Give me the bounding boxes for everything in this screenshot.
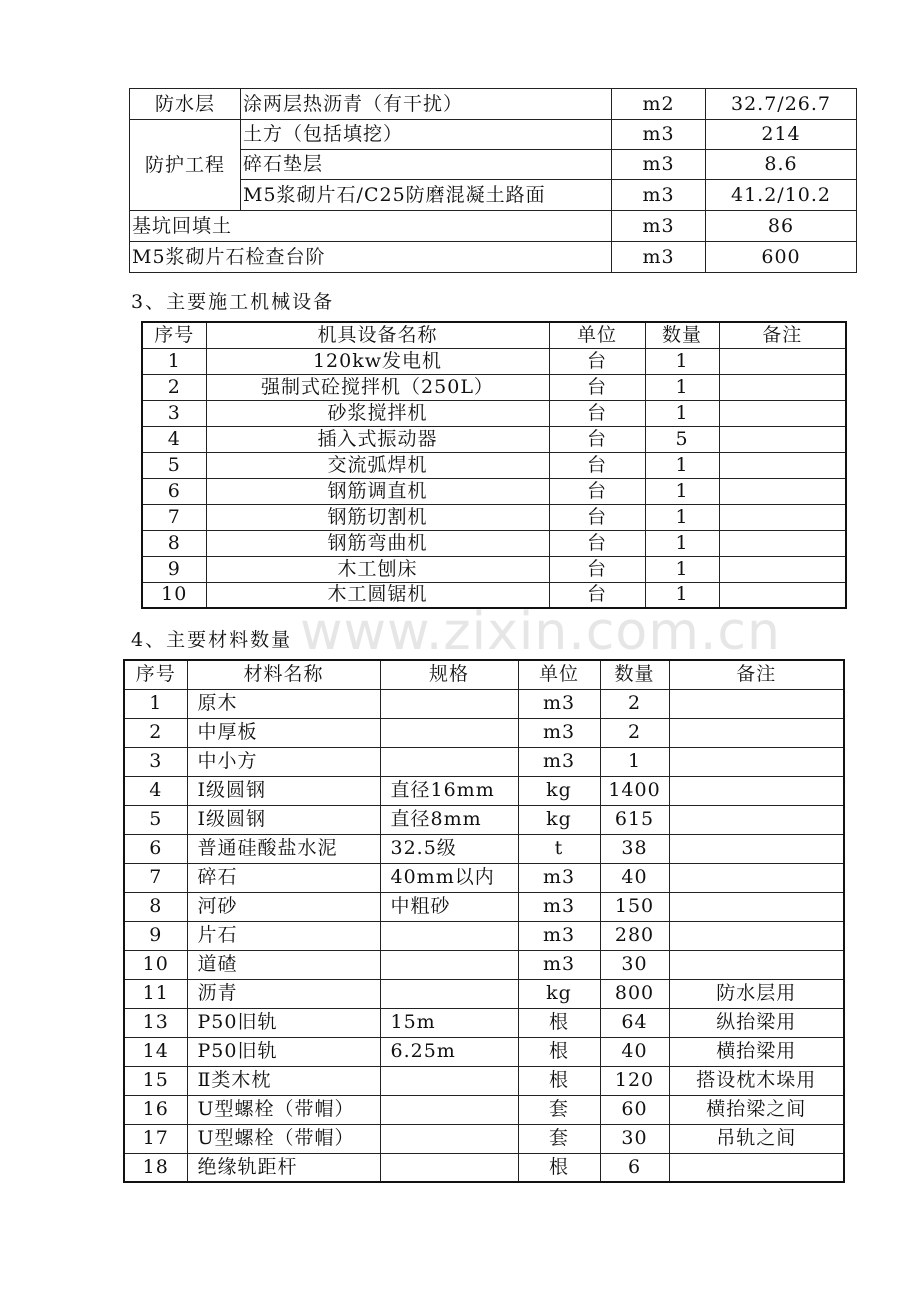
note-cell: 横抬梁之间 (669, 1095, 844, 1124)
name-cell: 中厚板 (187, 718, 380, 747)
qty-cell: 5 (645, 426, 719, 452)
qty-cell: 1 (645, 530, 719, 556)
spec-cell (380, 979, 518, 1008)
name-cell: 绝缘轨距杆 (187, 1153, 380, 1182)
qty-cell: 1 (645, 556, 719, 582)
item-cell: 碎石垫层 (241, 150, 612, 180)
name-cell: 中小方 (187, 747, 380, 776)
unit-cell: m3 (518, 689, 600, 718)
table-row (142, 374, 846, 400)
unit-cell: m3 (612, 242, 706, 273)
unit-cell: m3 (612, 150, 706, 180)
spec-cell: 32.5级 (380, 834, 518, 863)
note-cell (719, 452, 846, 478)
no-cell: 11 (124, 979, 187, 1008)
name-cell: 道碴 (187, 950, 380, 979)
note-cell: 横抬梁用 (669, 1037, 844, 1066)
note-cell (719, 504, 846, 530)
unit-cell: kg (518, 805, 600, 834)
note-cell (669, 834, 844, 863)
section-3-heading: 3、主要施工机械设备 (131, 291, 335, 313)
spec-cell (380, 921, 518, 950)
table-row (124, 863, 844, 892)
unit-cell: 套 (518, 1124, 600, 1153)
unit-cell: 台 (549, 452, 645, 478)
no-cell: 9 (142, 556, 206, 582)
unit-cell: 根 (518, 1008, 600, 1037)
no-cell: 10 (142, 582, 206, 608)
note-cell (719, 478, 846, 504)
no-cell: 5 (142, 452, 206, 478)
header-no: 序号 (142, 322, 206, 348)
qty-cell: 64 (600, 1008, 669, 1037)
table-row (124, 1008, 844, 1037)
qty-cell: 615 (600, 805, 669, 834)
qty-cell: 1 (645, 400, 719, 426)
no-cell: 9 (124, 921, 187, 950)
no-cell: 5 (124, 805, 187, 834)
no-cell: 1 (124, 689, 187, 718)
unit-cell: m2 (612, 89, 706, 120)
qty-cell: 1 (645, 452, 719, 478)
name-cell: P50旧轨 (187, 1037, 380, 1066)
qty-cell: 1 (645, 504, 719, 530)
qty-cell: 150 (600, 892, 669, 921)
no-cell: 3 (124, 747, 187, 776)
unit-cell: m3 (518, 950, 600, 979)
no-cell: 15 (124, 1066, 187, 1095)
qty-cell: 1 (600, 747, 669, 776)
unit-cell: 根 (518, 1153, 600, 1182)
table-row (142, 478, 846, 504)
header-name: 机具设备名称 (206, 322, 549, 348)
qty-cell: 8.6 (706, 150, 857, 180)
table-row (130, 89, 857, 120)
name-cell: 强制式砼搅拌机（250L） (206, 374, 549, 400)
qty-cell: 214 (706, 120, 857, 150)
no-cell: 13 (124, 1008, 187, 1037)
name-cell: 钢筋切割机 (206, 504, 549, 530)
name-cell: 交流弧焊机 (206, 452, 549, 478)
unit-cell: m3 (518, 718, 600, 747)
no-cell: 7 (142, 504, 206, 530)
unit-cell: kg (518, 776, 600, 805)
qty-cell: 38 (600, 834, 669, 863)
header-spec: 规格 (380, 660, 518, 689)
note-cell (669, 950, 844, 979)
note-cell (669, 747, 844, 776)
note-cell (719, 582, 846, 608)
engineering-quantity-table (129, 88, 857, 273)
spec-cell (380, 747, 518, 776)
qty-cell: 2 (600, 689, 669, 718)
qty-cell: 41.2/10.2 (706, 180, 857, 211)
unit-cell: 台 (549, 348, 645, 374)
no-cell: 1 (142, 348, 206, 374)
no-cell: 6 (124, 834, 187, 863)
qty-cell: 1 (645, 374, 719, 400)
unit-cell: 台 (549, 504, 645, 530)
name-cell: Ⅰ级圆钢 (187, 805, 380, 834)
name-cell: 120kw发电机 (206, 348, 549, 374)
table-row (142, 556, 846, 582)
name-cell: 沥青 (187, 979, 380, 1008)
group-cell: 防水层 (130, 89, 241, 120)
table-row (124, 1037, 844, 1066)
unit-cell: t (518, 834, 600, 863)
name-cell: 碎石 (187, 863, 380, 892)
no-cell: 6 (142, 478, 206, 504)
watermark: www.zixin.com.cn (300, 602, 781, 662)
table-row (142, 504, 846, 530)
unit-cell: m3 (518, 747, 600, 776)
no-cell: 17 (124, 1124, 187, 1153)
qty-cell: 1 (645, 478, 719, 504)
unit-cell: m3 (612, 211, 706, 242)
name-cell: Ⅰ级圆钢 (187, 776, 380, 805)
item-cell: 土方（包括填挖） (241, 120, 612, 150)
header-unit: 单位 (549, 322, 645, 348)
table-row (142, 400, 846, 426)
qty-cell: 1 (645, 582, 719, 608)
no-cell: 2 (142, 374, 206, 400)
table-row (142, 426, 846, 452)
table-row (142, 530, 846, 556)
spec-cell (380, 1095, 518, 1124)
table-row (124, 689, 844, 718)
note-cell: 防水层用 (669, 979, 844, 1008)
note-cell (719, 556, 846, 582)
unit-cell: m3 (612, 120, 706, 150)
name-cell: 河砂 (187, 892, 380, 921)
item-cell: M5浆砌片石检查台阶 (130, 242, 612, 273)
header-unit: 单位 (518, 660, 600, 689)
note-cell: 搭设枕木垛用 (669, 1066, 844, 1095)
qty-cell: 1400 (600, 776, 669, 805)
table-row (124, 892, 844, 921)
unit-cell: 根 (518, 1066, 600, 1095)
name-cell: 钢筋调直机 (206, 478, 549, 504)
unit-cell: 台 (549, 374, 645, 400)
qty-cell: 6 (600, 1153, 669, 1182)
table-row (124, 1066, 844, 1095)
no-cell: 14 (124, 1037, 187, 1066)
note-cell (719, 374, 846, 400)
note-cell (669, 1153, 844, 1182)
note-cell (719, 348, 846, 374)
table-row (124, 979, 844, 1008)
qty-cell: 40 (600, 1037, 669, 1066)
table-row (142, 452, 846, 478)
note-cell (669, 805, 844, 834)
spec-cell: 6.25m (380, 1037, 518, 1066)
machinery-table (141, 321, 847, 609)
no-cell: 10 (124, 950, 187, 979)
qty-cell: 60 (600, 1095, 669, 1124)
name-cell: 砂浆搅拌机 (206, 400, 549, 426)
header-qty: 数量 (645, 322, 719, 348)
spec-cell: 中粗砂 (380, 892, 518, 921)
header-no: 序号 (124, 660, 187, 689)
table-row (124, 834, 844, 863)
qty-cell: 86 (706, 211, 857, 242)
qty-cell: 120 (600, 1066, 669, 1095)
name-cell: 原木 (187, 689, 380, 718)
spec-cell: 直径8mm (380, 805, 518, 834)
no-cell: 3 (142, 400, 206, 426)
no-cell: 7 (124, 863, 187, 892)
note-cell (669, 863, 844, 892)
qty-cell: 30 (600, 1124, 669, 1153)
table-row (124, 718, 844, 747)
name-cell: 普通硅酸盐水泥 (187, 834, 380, 863)
table-row (124, 1124, 844, 1153)
note-cell: 纵抬梁用 (669, 1008, 844, 1037)
item-cell: 涂两层热沥青（有干扰） (241, 89, 612, 120)
spec-cell (380, 1066, 518, 1095)
name-cell: 插入式振动器 (206, 426, 549, 452)
note-cell (719, 400, 846, 426)
name-cell: 木工刨床 (206, 556, 549, 582)
note-cell: 吊轨之间 (669, 1124, 844, 1153)
table-row (124, 950, 844, 979)
unit-cell: m3 (518, 921, 600, 950)
spec-cell: 40mm以内 (380, 863, 518, 892)
unit-cell: kg (518, 979, 600, 1008)
no-cell: 18 (124, 1153, 187, 1182)
name-cell: 木工圆锯机 (206, 582, 549, 608)
name-cell: P50旧轨 (187, 1008, 380, 1037)
spec-cell (380, 1124, 518, 1153)
spec-cell (380, 950, 518, 979)
header-name: 材料名称 (187, 660, 380, 689)
unit-cell: m3 (518, 863, 600, 892)
qty-cell: 30 (600, 950, 669, 979)
name-cell: U型螺栓（带帽） (187, 1124, 380, 1153)
unit-cell: 台 (549, 530, 645, 556)
header-qty: 数量 (600, 660, 669, 689)
unit-cell: 台 (549, 400, 645, 426)
spec-cell (380, 1153, 518, 1182)
header-note: 备注 (669, 660, 844, 689)
spec-cell: 直径16mm (380, 776, 518, 805)
table-row (130, 120, 857, 150)
note-cell (719, 426, 846, 452)
table-row (124, 776, 844, 805)
table-row (142, 582, 846, 608)
note-cell (669, 689, 844, 718)
qty-cell: 800 (600, 979, 669, 1008)
note-cell (669, 718, 844, 747)
note-cell (669, 921, 844, 950)
name-cell: Ⅱ类木枕 (187, 1066, 380, 1095)
table-row (124, 1095, 844, 1124)
qty-cell: 40 (600, 863, 669, 892)
unit-cell: 台 (549, 478, 645, 504)
qty-cell: 32.7/26.7 (706, 89, 857, 120)
name-cell: 钢筋弯曲机 (206, 530, 549, 556)
item-cell: 基坑回填土 (130, 211, 612, 242)
unit-cell: 套 (518, 1095, 600, 1124)
item-cell: M5浆砌片石/C25防磨混凝土路面 (241, 180, 612, 211)
table-row (130, 242, 857, 273)
name-cell: 片石 (187, 921, 380, 950)
no-cell: 16 (124, 1095, 187, 1124)
group-cell: 防护工程 (130, 120, 241, 211)
note-cell (669, 892, 844, 921)
materials-table (123, 659, 845, 1183)
no-cell: 4 (124, 776, 187, 805)
unit-cell: 台 (549, 582, 645, 608)
unit-cell: 根 (518, 1037, 600, 1066)
spec-cell (380, 718, 518, 747)
table-row (124, 1153, 844, 1182)
spec-cell (380, 689, 518, 718)
unit-cell: 台 (549, 556, 645, 582)
qty-cell: 600 (706, 242, 857, 273)
qty-cell: 2 (600, 718, 669, 747)
spec-cell: 15m (380, 1008, 518, 1037)
table-row (130, 211, 857, 242)
unit-cell: m3 (612, 180, 706, 211)
no-cell: 2 (124, 718, 187, 747)
no-cell: 4 (142, 426, 206, 452)
table-row (142, 348, 846, 374)
table-row (124, 747, 844, 776)
name-cell: U型螺栓（带帽） (187, 1095, 380, 1124)
qty-cell: 280 (600, 921, 669, 950)
table-header-row (124, 660, 844, 689)
section-4-heading: 4、主要材料数量 (131, 629, 293, 651)
qty-cell: 1 (645, 348, 719, 374)
no-cell: 8 (142, 530, 206, 556)
table-row (124, 805, 844, 834)
table-header-row (142, 322, 846, 348)
no-cell: 8 (124, 892, 187, 921)
unit-cell: m3 (518, 892, 600, 921)
header-note: 备注 (719, 322, 846, 348)
unit-cell: 台 (549, 426, 645, 452)
table-row (124, 921, 844, 950)
note-cell (669, 776, 844, 805)
note-cell (719, 530, 846, 556)
